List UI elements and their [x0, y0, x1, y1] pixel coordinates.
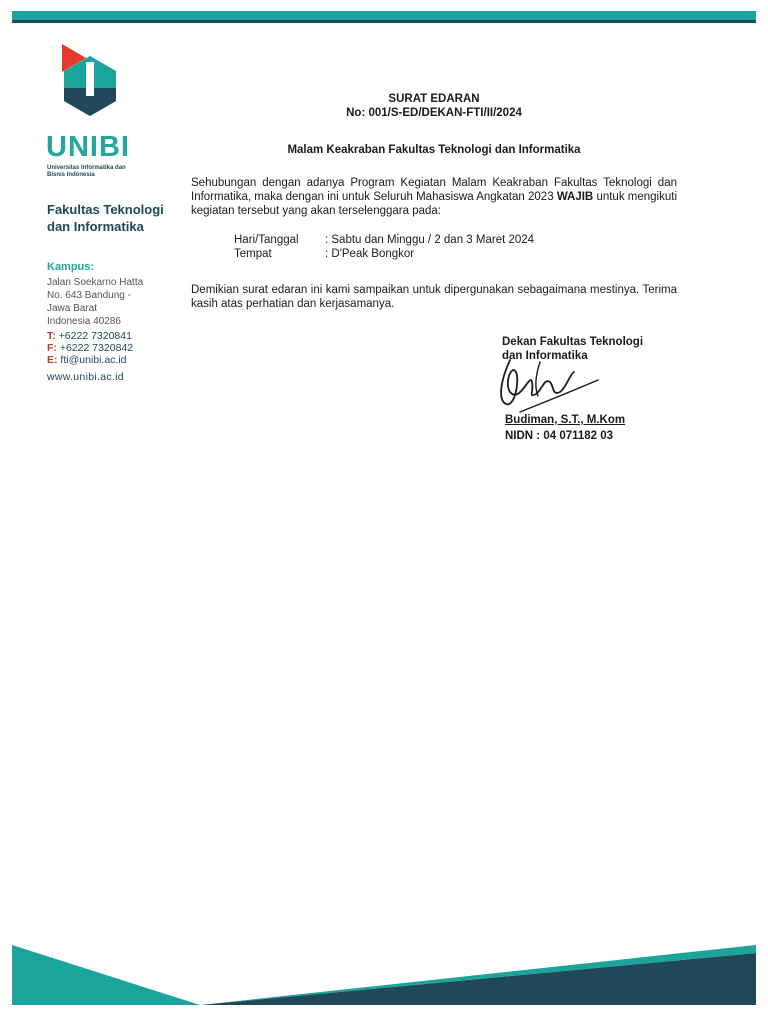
- brand-tagline: Universitas Informatika dan Bisnis Indonesia: [47, 165, 126, 178]
- email-line: [47, 354, 133, 366]
- signatory-nidn: NIDN : 04 071182 03: [505, 430, 614, 442]
- letter-subject: Malam Keakraban Fakultas Teknologi dan Informatika: [287, 144, 581, 156]
- campus-label: Kampus:: [47, 261, 95, 273]
- event-details: [234, 233, 677, 261]
- contact-info: [47, 330, 133, 366]
- detail-row: [234, 247, 677, 261]
- faculty-line-1: Fakultas Teknologi: [47, 202, 164, 217]
- paragraph-intro: [191, 176, 677, 218]
- letter-body: [191, 92, 677, 311]
- website-link[interactable]: www.unibi.ac.id: [47, 371, 124, 383]
- letter-heading: SURAT EDARAN: [388, 93, 480, 105]
- faculty-line-2: dan Informatika: [47, 219, 144, 234]
- paragraph-closing: Demikian surat edaran ini kami sampaikan untuk dipergunakan sebagaimana mestinya. Terima kasih atas perhatian dan kerjasamanya.: [191, 284, 677, 310]
- signatory-name: Budiman, S.T., M.Kom: [505, 414, 626, 426]
- detail-value: : D'Peak Bongkor: [325, 248, 415, 260]
- fax-line: [47, 342, 133, 354]
- phone-line: [47, 330, 133, 342]
- paragraph-intro-text: Sehubungan dengan adanya Program Kegiatan Malam Keakraban Fakultas Teknologi dan Informatika, maka dengan ini untuk Seluruh Mahasiswa Angkatan 2023: [191, 177, 677, 203]
- footer-wave-decoration: [0, 935, 768, 1024]
- signatory-title-line-1: Dekan Fakultas Teknologi: [502, 336, 644, 348]
- sidebar-faculty-name: [47, 201, 177, 235]
- detail-label: Hari/Tanggal: [234, 234, 299, 246]
- detail-row: [234, 233, 677, 247]
- phone-key: T:: [47, 330, 56, 342]
- phone-number: +6222 7320841: [55, 330, 132, 342]
- email-key: E:: [47, 354, 58, 366]
- letter-number: No: 001/S-ED/DEKAN-FTI/II/2024: [346, 107, 522, 119]
- unibi-logo-icon: [60, 44, 120, 124]
- campus-address: Jalan Soekarno Hatta No. 643 Bandung - Jawa Barat Indonesia 40286: [47, 277, 144, 327]
- detail-label: Tempat: [234, 248, 272, 260]
- brand-name: UNIBI: [46, 131, 130, 163]
- paragraph-intro-end: untuk mengikuti kegiatan tersebut yang akan terselenggara pada:: [191, 191, 678, 217]
- fax-key: F:: [47, 342, 57, 354]
- header-bar: [12, 11, 756, 23]
- email-address: fti@unibi.ac.id: [57, 354, 127, 366]
- fax-number: +6222 7320842: [56, 342, 134, 354]
- handwritten-signature: [470, 352, 610, 418]
- signatory-title-line-2: dan Informatika: [502, 350, 588, 362]
- detail-value: : Sabtu dan Minggu / 2 dan 3 Maret 2024: [325, 234, 535, 246]
- paragraph-intro-emphasis: WAJIB: [556, 191, 594, 203]
